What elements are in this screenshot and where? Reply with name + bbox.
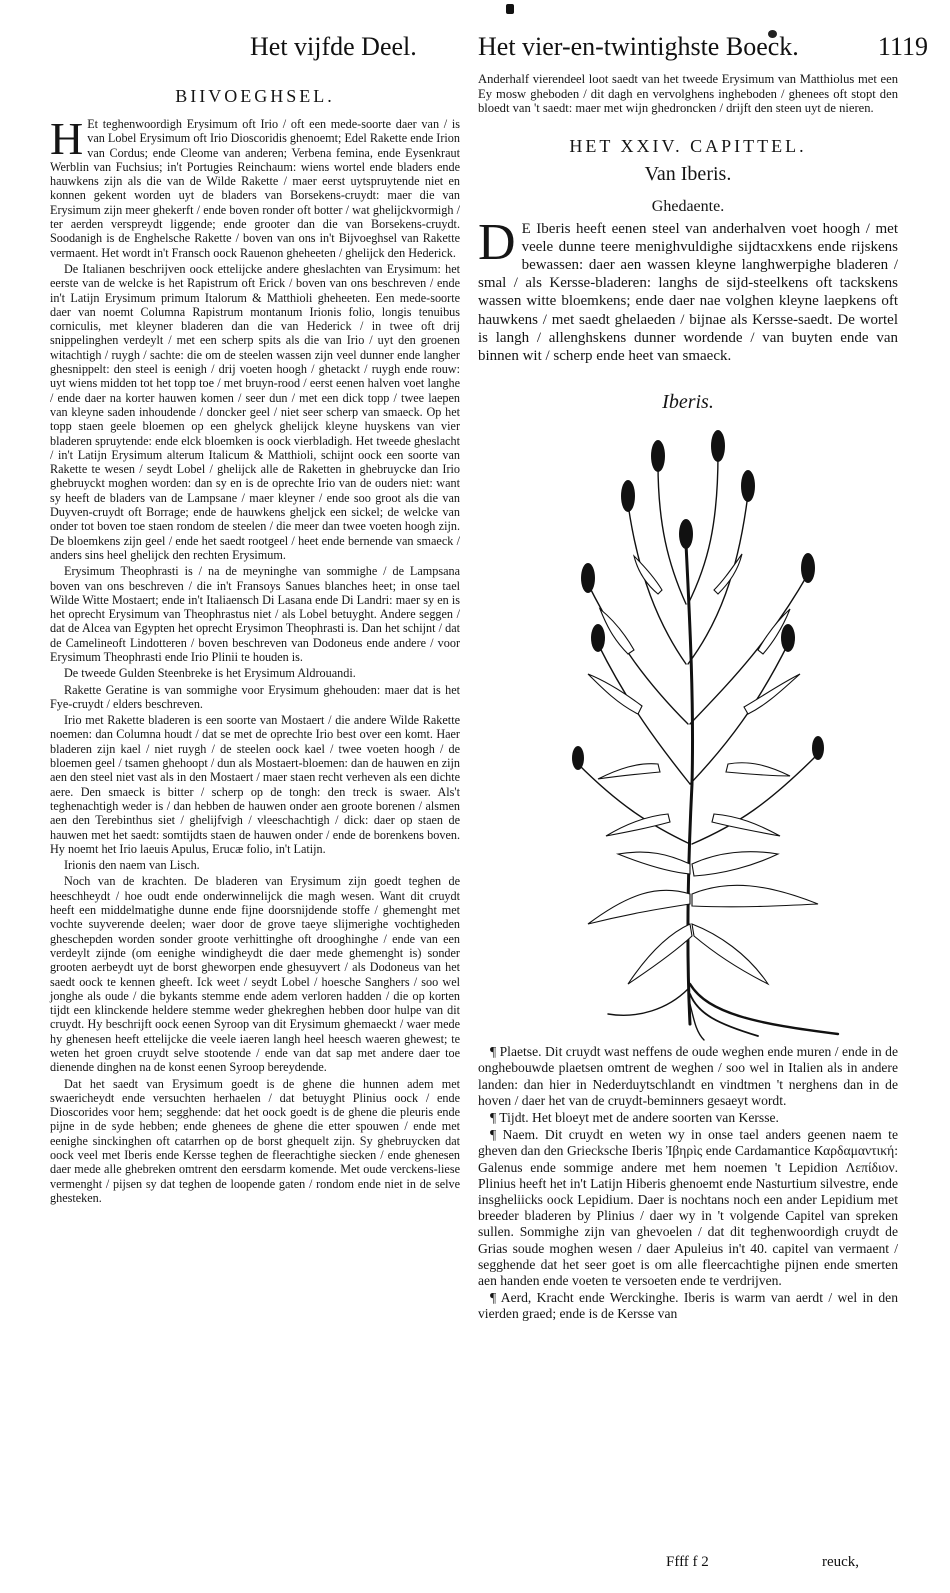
intro-paragraph: Anderhalf vierendeel loot saedt van het tweede Erysimum van Matthiolus met een Ey mosw gheboden / dit dagh en vervolghens ingheboden / ghenees oft stopt den bloedt van 't saedt: maer met wijn ghedroncken / drijft den steen uyt de nieren.: [478, 72, 898, 115]
paragraph-name: ¶ Naem. Dit cruydt en weten wy in onse tael anders geenen naem te gheven dan den Griecksche Iberis Ἰβηρὶς ende Cardamantice Καρδαμαντική: Galenus ende sommige andere met hem noemen 't Lepidion Λεπίδιον. Plinius heeft het in't Latijn Hiberis ghenoemt ende Nasturtium silvestre, ende insgheliicks oock Lepidium. Daer is nochtans noch een ander Lepidium met breeder bladeren by Plinius / daer wy in 't volgende Capitel van spreken sullen. Sommighe zijn van ghevoelen / dat dit teghenwoordigh cruydt de Grias soude moghen wesen / daer Apuleius in't 40. capitel van vermaent / segghende dat het seer goet is om alle fleercachtighe pijnen ende smerten aen handen ende voeten te versoeten ende te verdrijven.: [478, 1127, 898, 1288]
running-head-right: Het vier-en-twintighste Boeck.: [478, 32, 799, 61]
drop-cap: H: [50, 113, 84, 164]
chapter-title: HET XXIV. CAPITTEL.: [569, 135, 807, 156]
paragraph: Dat het saedt van Erysimum goedt is de ghene die hunnen adem met swaericheydt ende versuchten herhaelen / dat betuyght Plinius oock / ende Dioscorides voor hem; segghende: dat het oock goedt is de ghene die pleuris ende pijne in de syde hebben; ende ghenees de ghene die etter spouwen / ende met eenighe sinckinghen oft catarrhen op de borst ghequelt zijn. Sy ghebruycken dat oock veel met Iberis ende Kersse teghen de fleerachtighe siecken / ende ghenesen daer mede alle ghebreken omtrent den eersdarm komende. Met oude verckens-liese vermenght / pijsen sy dat teghen de loopende gaten / rondom ende niet in de selve ghesteken.: [50, 1076, 460, 1205]
paragraph: De Italianen beschrijven oock ettelijcke andere gheslachten van Erysimum: het eerste van de welcke is het Rapistrum oft Erick / boven van ons beschreven / ende in't Latijn Erysimum primum Italorum & Matthioli gheheeten. Een mede-soorte daer van noemt Columna Rapistrum montanum Irionis folio, longis tenuibus corniculis, met kleyner bladeren dan die van Hederick / in twee oft drij snippelinghen verdeylt / met een scherp spits als die van Irio / uyt den groenen witachtigh / ruygh / sachte: die om de steelen wassen zijn veel dunner ende langher ghesnippelt: den steel is eenigh / drij voeten hoogh / ghetackt / ruygh ende rouw: uyt wiens midden tot het topp toe / met bruyn-rood / eerst eenen halven voet langhe / ende daer na korter hauwen komen / seer dun / met een dick topp / twee laepen van kleyne saden inhoudende / doncker geel / niet seer scherp van smaeck. Op het topp staen geele bloemen op een ghelyck ghelijck kleyne huyskens van vier bladeren spruytende: ende elck bloemken is oock vierbladigh. Het tweede gheslacht / in't Latijn Erysimum alterum Italicum & Matthioli, schijnt oock een soorte van Rakette te wesen / seydt Lobel / ghelijck alle de Raketten in ghebruycke dan Irio ghebruyckt moghen worden: dan sy en is de oprechte Irio van de ouders niet: want sy heeft de bladers van de Lampsane / maer kleyner / ende soo groot als die van Duyven-cruydt oft Borrage; ende de hauwkens gheljck een sickel; de welcke van onder tot boven toe staen rondom de steelen / die meer dan twee voeten hoogh zijn. De bloemkens zijn geel / ende het saedt rootgeel / heet ende bernende van smaeck / anders sins heel ghelijck den rechten Erysimum.: [50, 261, 460, 562]
running-head-left: Het vijfde Deel.: [250, 32, 417, 61]
signature-mark: Ffff f 2: [666, 1554, 709, 1570]
paragraph: Noch van de krachten. De bladeren van Erysimum zijn goedt teghen de heeschheydt / hoe oudt ende onderwinnelijck die magh wesen. Want dit cruydt heeft een middelmatighe dunne ende fijne doorsnijdende stoffe / ghemenght met vochte suyverende deelen; waer door de grove taeye slijmerighe vochtigheden gheschepden worden sonder groote verhittinghe oft drooghinghe / ende van een verdeylt zijnde (om eenighe windigheydt die daer mede ghemenght is) sonder grooten aerbeydt uyt de borst gheworpen ende ghesuyvert / als Dodoneus van het saedt oock te kennen gheeft. Ick weet / seydt Lobel / hoesche Sanghers / soo wel jonghe als oude / die bykants stemme ende adem verloren hadden / die op korten tijdt een klinckende heldere stemme weder ghekreghen hebben door hulpe van dit cruydt. Hy beschrijft oock eenen Syroop van dit Erysimum ghemaeckt / waer mede hy ghenesen heeft ettelijcke die veele iaeren langh heel heesch waeren ghewest; te weten het groen cruydt selve stootende / ende van dat sap met andere daer toe dienende dinghen na de konst eenen Syroop bereydende.: [50, 874, 460, 1075]
paragraph: H Et teghenwoordigh Erysimum oft Irio / oft een mede-soorte daer van / is van Lobel Erysimum oft Irio Dioscoridis ghenoemt; Edel Rakette ende Irion van Cordus; ende Cleome van anderen; Verbena femina, ende Eysenkraut Werblin van Fuchsius; in't Portugies Reinchaum: wiens wortel ende bladers ende hauwkens zijn als die van de Wilde Rakette / maer eerst uytspruytende niet en konnen gekent worden uyt de bladers van Borsekens-cruydt: maer die van Erysimum zijn meer ghekerft / ende boven ronder oft botter / wat ghelijckvormigh / ter aerden verspreydt liggende; ende grooter dan die van Borsekens-cruydt. Soodanigh is de Enghelsche Rakette / boven van ons in't Bijvoeghsel van Rakette vermaent. Het wordt in't Fransch oock Rauenon gheheeten / ghelijck den Hederick.: [50, 113, 460, 260]
paragraph: Irio met Rakette bladeren is een soorte van Mostaert / die andere Wilde Rakette noemen: dan Columna houdt / dat se met de oprechte Irio best over een komt. Haer bladeren zijn kael / niet ruygh / de steelen oock kael / twee voeten hoogh / de bloemen geel / tsamen ghehoopt / dun als Mostaert-bloemen: dan de hauwen en zijn aen den steel niet vast als in den Mostaert / maer staen recht verheven als een dichte aere. Den smaeck is bitter / scherp op de tongh: den treck is swaer. Als't teghenachtigh weder is / dan hebben de hauwen onder aen groote borenen / alsmen aen den Terebinthus siet / ghelijfvigh / vleeschachtigh / dick: daer op staen de hauwen met het saedt: somtijdts staen de hauwen onder / ende de borenkens boven. Hy noemt het Irio laeuis Apulus, Erucæ folio, in't Latijn.: [50, 713, 460, 856]
paragraph: Irionis den naem van Lisch.: [64, 858, 200, 873]
form-heading: Ghedaente.: [651, 197, 725, 215]
catchword: reuck,: [822, 1554, 860, 1570]
paragraph-nature: ¶ Aerd, Kracht ende Werckinghe. Iberis is warm van aerdt / wel in den vierden graed; ende is de Kersse van: [478, 1290, 898, 1322]
paragraph-place: ¶ Plaetse. Dit cruydt wast neffens de oude weghen ende muren / ende in de onghebouwde plaetsen omtrent de weghen / soo wel in Italien als in andere landen: dan hier in Nederduytschlandt en vindtmen 't nerghens dan in de hoven / daer het van de cruydt-beminners gesaeyt wordt.: [478, 1044, 898, 1108]
drop-cap: D: [478, 213, 516, 271]
right-column: [478, 72, 898, 1324]
description-paragraph: D E Iberis heeft eenen steel van anderhalven voet hoogh / met veele dunne teere menighvuldighe sijdtacxkens ende rijskens bewassen: daer aen wassen kleyne langhwerpighe bladeren / smal / als Kersse-bladeren: langhs de sijd-steelkens oft tackskens wassen witte bloemkens; ende daer nae volghen kleyne laepkens oft hauwkens / met saedt ghelaeden / bijnae als Kersse-saedt. De wortel is langh / allenghskens dunner wordende / van buyten ende van binnen wit / scherp ende heet van smaeck.: [478, 213, 898, 364]
section-title: BIIVOEGHSEL.: [175, 86, 335, 106]
ink-blot: [506, 4, 514, 14]
chapter-subtitle: Van Iberis.: [644, 162, 732, 185]
iberis-plant-illustration: [518, 424, 858, 1044]
paragraph: Rakette Geratine is van sommighe voor Erysimum ghehouden: maer dat is het Fye-cruydt / elders beschreven.: [50, 682, 460, 711]
left-column: [50, 76, 460, 1207]
paragraph: De tweede Gulden Steenbreke is het Erysimum Aldrouandi.: [64, 666, 356, 681]
page-number: 1119: [877, 32, 928, 61]
paragraph-time: ¶ Tijdt. Het bloeyt met de andere soorten van Kersse.: [490, 1109, 779, 1125]
figure-caption: Iberis.: [662, 391, 714, 414]
paragraph: Erysimum Theophrasti is / na de meyninghe van sommighe / de Lampsana boven van ons beschreven / die in't Fransoys Sanues blanches heet; in onse tael Wilde Witte Mostaert; ende in't Italiaensch Di Lasana ende Di Landri: maer sy en is het oprecht Erysimum van Theophrastus niet / als Lobel betuyght. Andere seggen / dat de Alcea van Egypten het oprecht Erysimon Theophrasti is. Dan het schijnt / dat de Camelineoft Lindotteren / boven beschreven van Dodoneus ende andere / voor Erysimum Theophrasti ende Irio Plinii te houden is.: [50, 564, 460, 664]
